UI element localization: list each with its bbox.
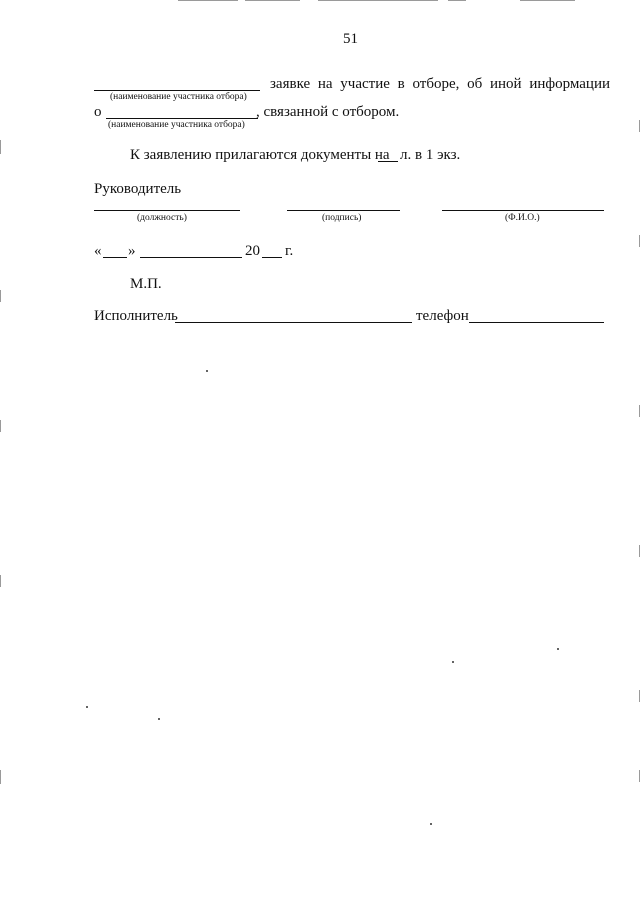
pages-count-line xyxy=(378,161,398,162)
date-year-suffix: г. xyxy=(285,243,294,259)
phone-label: телефон xyxy=(416,308,469,324)
line2-prefix: о xyxy=(94,104,102,120)
date-month-line xyxy=(140,257,242,258)
scan-speck xyxy=(158,718,160,720)
date-open-quote: « xyxy=(94,243,102,259)
full-name-caption: (Ф.И.О.) xyxy=(505,213,540,223)
executor-label: Исполнитель xyxy=(94,308,178,324)
scan-edge-tick xyxy=(0,140,1,154)
date-day-line xyxy=(103,257,127,258)
full-name-line xyxy=(442,210,604,211)
participant-caption-2: (наименование участника отбора) xyxy=(108,120,245,130)
scan-speck xyxy=(430,823,432,825)
scan-speck xyxy=(452,661,454,663)
scan-edge-tick xyxy=(0,290,1,302)
phone-line xyxy=(469,322,604,323)
position-line xyxy=(94,210,240,211)
scan-edge-tick xyxy=(0,575,1,587)
participant-caption-1: (наименование участника отбора) xyxy=(110,92,247,102)
scan-edge-mark xyxy=(178,0,238,1)
attachments-text: К заявлению прилагаются документы на xyxy=(130,147,390,163)
attachments-suffix: л. в 1 экз. xyxy=(400,147,461,163)
participant-name-line-2 xyxy=(106,118,258,119)
executor-line xyxy=(175,322,412,323)
scan-edge-mark xyxy=(245,0,300,1)
scan-edge-tick xyxy=(0,420,1,432)
signature-caption: (подпись) xyxy=(322,213,362,223)
signature-line xyxy=(287,210,400,211)
participant-name-line-1 xyxy=(94,90,260,91)
head-label: Руководитель xyxy=(94,181,182,197)
date-close-quote: » xyxy=(128,243,136,259)
page-number: 51 xyxy=(343,31,358,47)
scan-edge-tick xyxy=(0,770,1,784)
scan-edge-mark xyxy=(520,0,575,1)
scan-edge-mark xyxy=(318,0,438,1)
scan-edge-mark xyxy=(448,0,466,1)
date-year-line xyxy=(262,257,282,258)
stamp-label: М.П. xyxy=(130,276,162,292)
scan-speck xyxy=(86,706,88,708)
application-text: заявке на участие в отборе, об иной информации xyxy=(270,76,610,92)
scan-speck xyxy=(206,370,208,372)
position-caption: (должность) xyxy=(137,213,187,223)
scan-speck xyxy=(557,648,559,650)
related-to-selection-text: , связанной с отбором. xyxy=(256,104,400,120)
date-year-prefix: 20 xyxy=(245,243,260,259)
